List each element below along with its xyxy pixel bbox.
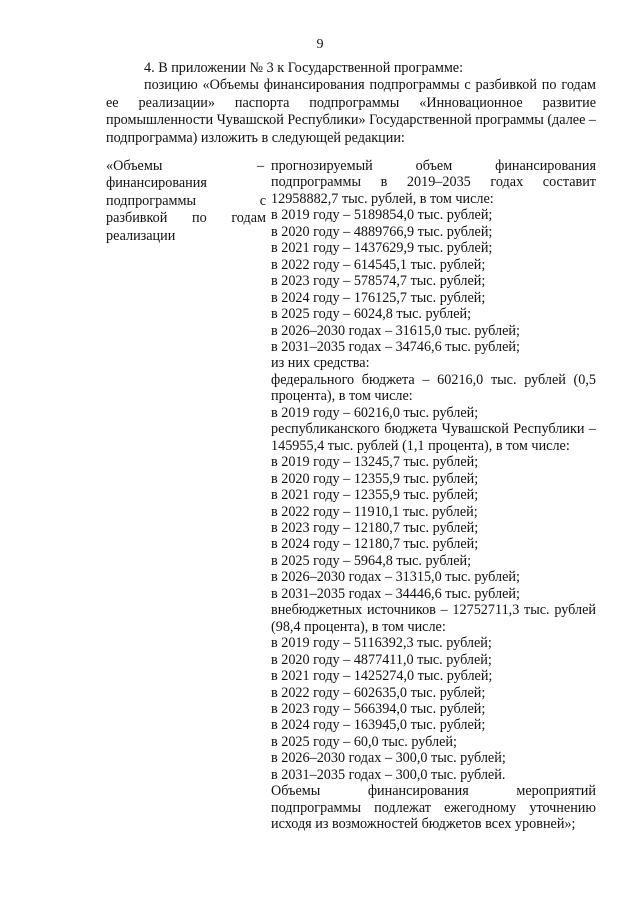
intro-section — [106, 60, 596, 147]
republican-years-list — [271, 454, 596, 602]
year-line: в 2023 году – 578574,7 тыс. рублей; — [271, 273, 486, 290]
year-line: в 2026–2030 годах – 300,0 тыс. рублей; — [271, 750, 506, 767]
year-line: в 2019 году – 5189854,0 тыс. рублей; — [271, 207, 493, 224]
intro-paragraph: позицию «Объемы финансирования подпрограммы с разбивкой по годам ее реализации» паспорта подпрограммы «Инновационное развитие промышленности Чувашской Республики» Государственной программы (далее – подпрограмма) изложить в следующей редакции: — [106, 77, 597, 146]
year-line: в 2021 году – 12355,9 тыс. рублей; — [271, 487, 479, 504]
page-number: 9 — [316, 37, 324, 52]
year-line: в 2024 году – 12180,7 тыс. рублей; — [271, 536, 479, 553]
total-financing: прогнозируемый объем финансирования подпрограммы в 2019–2035 годах составит 12958882,7 тыс. рублей, в том числе: — [271, 158, 596, 207]
year-line: в 2024 году – 163945,0 тыс. рублей; — [271, 717, 486, 734]
year-line: в 2020 году – 12355,9 тыс. рублей; — [271, 470, 479, 487]
year-line: в 2019 году – 13245,7 тыс. рублей; — [271, 454, 479, 471]
year-line: в 2031–2035 годах – 300,0 тыс. рублей. — [271, 766, 506, 783]
federal-years-list — [271, 405, 596, 421]
federal-budget: федерального бюджета – 60216,0 тыс. рублей (0,5 процента), в том числе: — [271, 371, 596, 405]
extrabudgetary-years-list — [271, 635, 596, 783]
year-line: в 2019 году – 5116392,3 тыс. рублей; — [271, 635, 492, 652]
year-line: в 2031–2035 годах – 34746,6 тыс. рублей; — [271, 338, 520, 355]
position-label: «Объемы финансирования подпрограммы с разбивкой по годам реализации — [106, 158, 266, 244]
year-line: в 2023 году – 12180,7 тыс. рублей; — [271, 519, 479, 536]
year-line: в 2019 году – 60216,0 тыс. рублей; — [271, 404, 479, 421]
closing-note: Объемы финансирования мероприятий подпрограммы подлежат ежегодному уточнению исходя из возможностей бюджетов всех уровней»; — [271, 783, 596, 833]
year-line: в 2021 году – 1437629,9 тыс. рублей; — [271, 240, 493, 257]
position-label-column — [106, 158, 266, 245]
year-line: в 2024 году – 176125,7 тыс. рублей; — [271, 289, 486, 306]
of-which-label: из них средства: — [271, 355, 370, 372]
year-line: в 2026–2030 годах – 31615,0 тыс. рублей; — [271, 322, 520, 339]
year-line: в 2026–2030 годах – 31315,0 тыс. рублей; — [271, 569, 520, 586]
year-line: в 2020 году – 4889766,9 тыс. рублей; — [271, 223, 493, 240]
label-separator: – — [257, 158, 265, 174]
intro-heading: 4. В приложении № 3 к Государственной программе: — [144, 60, 464, 76]
year-line: в 2025 году – 5964,8 тыс. рублей; — [271, 552, 472, 569]
republican-budget: республиканского бюджета Чувашской Республики – 145955,4 тыс. рублей (1,1 процента), в том числе: — [271, 421, 596, 454]
financing-content — [271, 158, 596, 833]
extrabudgetary-sources: внебюджетных источников – 12752711,3 тыс. рублей (98,4 процента), в том числе: — [271, 602, 596, 635]
total-years-list — [271, 207, 596, 355]
year-line: в 2021 году – 1425274,0 тыс. рублей; — [271, 668, 493, 685]
year-line: в 2022 году – 11910,1 тыс. рублей; — [271, 503, 478, 520]
year-line: в 2023 году – 566394,0 тыс. рублей; — [271, 700, 486, 717]
year-line: в 2020 году – 4877411,0 тыс. рублей; — [271, 651, 492, 668]
year-line: в 2022 году – 602635,0 тыс. рублей; — [271, 684, 486, 701]
year-line: в 2025 году – 60,0 тыс. рублей; — [271, 733, 457, 750]
year-line: в 2025 году – 6024,8 тыс. рублей; — [271, 306, 472, 323]
year-line: в 2031–2035 годах – 34446,6 тыс. рублей; — [271, 585, 520, 602]
year-line: в 2022 году – 614545,1 тыс. рублей; — [271, 256, 486, 273]
